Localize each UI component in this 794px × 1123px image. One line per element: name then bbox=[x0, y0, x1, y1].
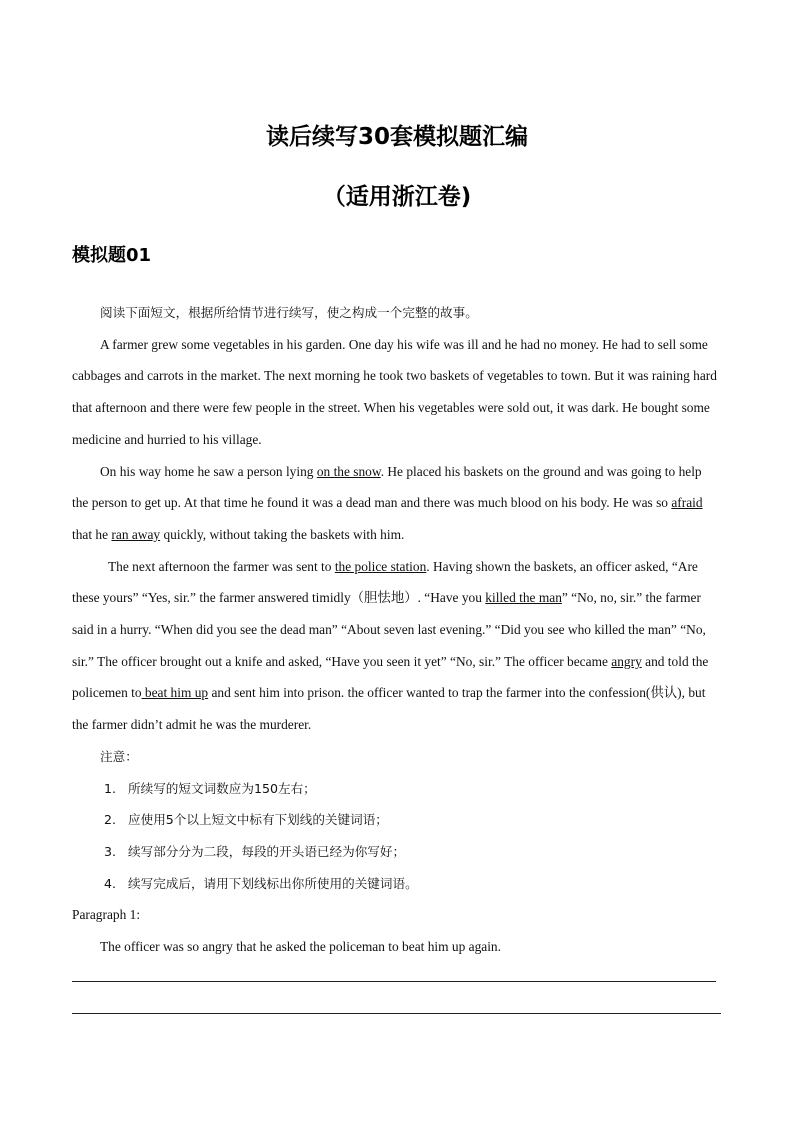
story-paragraph-3 bbox=[72, 551, 720, 741]
text-span: quickly, without taking the baskets with him. bbox=[160, 526, 405, 542]
note-text: 续写完成后，请用下划线标出你所使用的关键词语。 bbox=[128, 875, 418, 891]
section-title: 模拟题01 bbox=[72, 245, 152, 266]
note-item bbox=[72, 836, 720, 868]
note-number: 2. bbox=[104, 812, 117, 828]
keyword-underlined: killed the man bbox=[485, 590, 562, 606]
story-paragraph-1: A farmer grew some vegetables in his garden. One day his wife was ill and he had no money. He had to sell some cabbages and carrots in the market. The next morning he took two baskets of vegetables to town. But it was raining hard that afternoon and there were few people in the street. When his vegetables were sold out, it was dark. He bought some medicine and hurried to his village. bbox=[72, 336, 717, 447]
text-span: ” “No, no, sir.” the farmer said in a hurry. “When did you see the dead man” “About seven last evening.” “Did you see who killed the man” “No, sir.” The officer brought out a knife and asked, “Have you seen it yet” “No, sir.” The officer became bbox=[72, 590, 706, 669]
note-text: 续写部分分为二段，每段的开头语已经为你写好； bbox=[128, 843, 406, 859]
keyword-underlined: beat him up bbox=[141, 685, 209, 701]
note-item bbox=[72, 868, 720, 900]
note-item bbox=[72, 804, 720, 836]
text-span: On his way home he saw a person lying bbox=[100, 463, 317, 479]
keyword-underlined: angry bbox=[611, 653, 642, 669]
story-paragraph-2 bbox=[72, 456, 720, 551]
note-item bbox=[72, 773, 720, 805]
note-text: 应使用5个以上短文中标有下划线的关键词语； bbox=[128, 812, 388, 828]
note-number: 4. bbox=[104, 875, 117, 891]
paragraph-1-label: Paragraph 1: bbox=[72, 907, 141, 923]
answer-writing-line bbox=[72, 981, 716, 982]
text-span: . He placed his baskets on the ground and was going to help the person to get up. At that time he found it was a dead man and there was much blood on his body. He was so bbox=[72, 463, 702, 511]
document-body bbox=[72, 297, 720, 963]
keyword-underlined: on the snow bbox=[316, 463, 381, 479]
note-text: 所续写的短文词数应为150左右； bbox=[128, 780, 316, 796]
document-subtitle: （适用浙江卷) bbox=[322, 184, 472, 210]
document-title: 读后续写30套模拟题汇编 bbox=[265, 124, 528, 150]
text-span: that he bbox=[72, 526, 112, 542]
text-span: . Having shown the baskets, an officer asked, “Are these yours” “Yes, sir.” the farmer answered timidly（胆怯地）. “Have you bbox=[72, 558, 698, 606]
text-span: The next afternoon the farmer was sent to bbox=[108, 558, 335, 574]
note-number: 3. bbox=[104, 843, 117, 859]
text-span: and told the policemen to bbox=[72, 653, 709, 701]
keyword-underlined: ran away bbox=[111, 526, 161, 542]
instruction-text: 阅读下面短文，根据所给情节进行续写，使之构成一个完整的故事。 bbox=[100, 305, 478, 320]
note-number: 1. bbox=[104, 780, 117, 796]
keyword-underlined: the police station bbox=[334, 558, 427, 574]
notes-label: 注意： bbox=[100, 748, 138, 764]
keyword-underlined: afraid bbox=[671, 495, 703, 511]
paragraph-1-opening: The officer was so angry that he asked the policeman to beat him up again. bbox=[100, 939, 501, 955]
text-span: and sent him into prison. the officer wanted to trap the farmer into the confession(供认), but the farmer didn’t admit he was the murderer. bbox=[72, 685, 706, 733]
answer-writing-line bbox=[72, 1013, 721, 1014]
